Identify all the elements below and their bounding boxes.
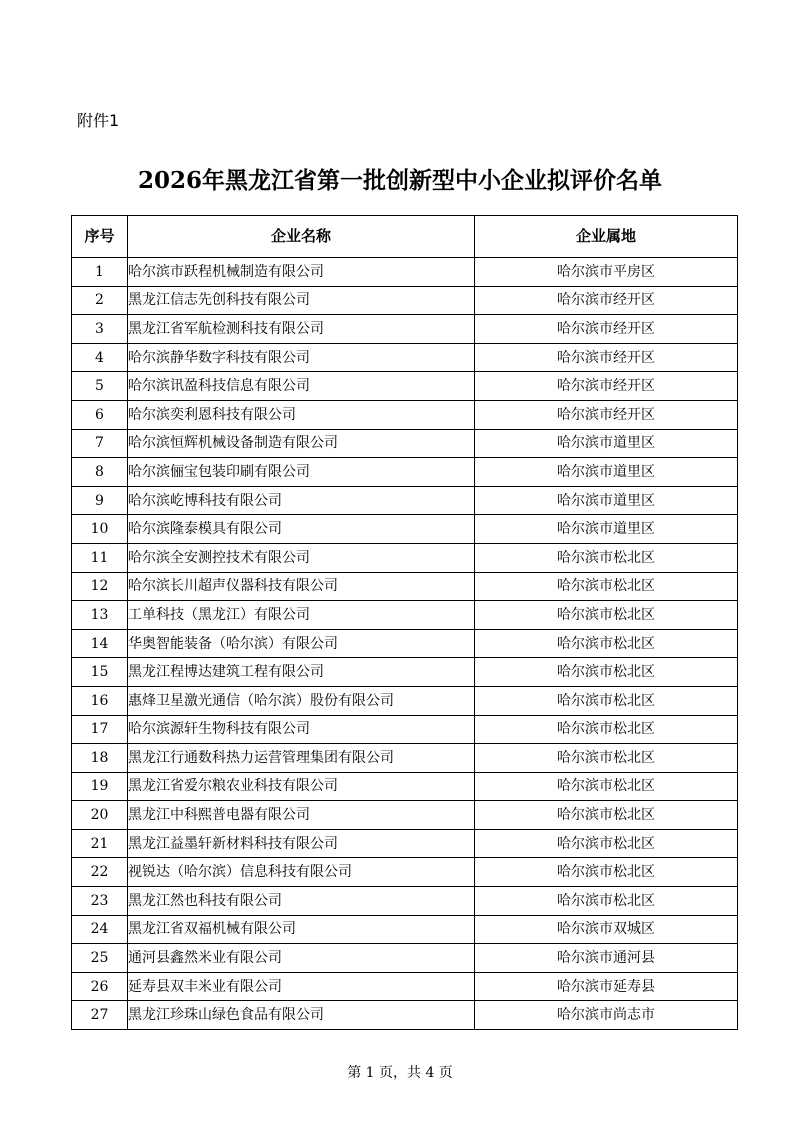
table-header-row: [72, 216, 738, 258]
row-enterprise-name: 哈尔滨全安测控技术有限公司: [128, 543, 475, 572]
row-location: 哈尔滨市道里区: [475, 515, 738, 544]
row-enterprise-name: 黑龙江信志先创科技有限公司: [128, 286, 475, 315]
row-serial: 17: [72, 715, 128, 744]
table-row: [72, 658, 738, 687]
table-row: [72, 944, 738, 973]
table-row: [72, 887, 738, 916]
row-enterprise-name: 哈尔滨奕利恩科技有限公司: [128, 400, 475, 429]
row-location: 哈尔滨市双城区: [475, 915, 738, 944]
row-enterprise-name: 黑龙江然也科技有限公司: [128, 887, 475, 916]
row-enterprise-name: 黑龙江省双福机械有限公司: [128, 915, 475, 944]
row-location: 哈尔滨市经开区: [475, 372, 738, 401]
row-serial: 5: [72, 372, 128, 401]
row-serial: 7: [72, 429, 128, 458]
row-location: 哈尔滨市经开区: [475, 286, 738, 315]
row-serial: 1: [72, 258, 128, 287]
row-serial: 23: [72, 887, 128, 916]
row-enterprise-name: 黑龙江行通数科热力运营管理集团有限公司: [128, 744, 475, 773]
table-row: [72, 515, 738, 544]
table-row: [72, 458, 738, 487]
row-serial: 19: [72, 772, 128, 801]
row-location: 哈尔滨市松北区: [475, 601, 738, 630]
row-enterprise-name: 哈尔滨俪宝包装印刷有限公司: [128, 458, 475, 487]
row-enterprise-name: 黑龙江益墨轩新材料科技有限公司: [128, 829, 475, 858]
row-serial: 6: [72, 400, 128, 429]
row-enterprise-name: 惠烽卫星激光通信（哈尔滨）股份有限公司: [128, 686, 475, 715]
table-row: [72, 572, 738, 601]
row-location: 哈尔滨市平房区: [475, 258, 738, 287]
row-serial: 13: [72, 601, 128, 630]
row-location: 哈尔滨市松北区: [475, 572, 738, 601]
row-serial: 26: [72, 972, 128, 1001]
row-enterprise-name: 黑龙江程博达建筑工程有限公司: [128, 658, 475, 687]
table-row: [72, 543, 738, 572]
row-serial: 24: [72, 915, 128, 944]
row-location: 哈尔滨市松北区: [475, 801, 738, 830]
row-enterprise-name: 黑龙江省军航检测科技有限公司: [128, 315, 475, 344]
table-row: [72, 286, 738, 315]
row-serial: 2: [72, 286, 128, 315]
row-location: 哈尔滨市道里区: [475, 458, 738, 487]
row-enterprise-name: 哈尔滨讯盈科技信息有限公司: [128, 372, 475, 401]
row-enterprise-name: 哈尔滨静华数字科技有限公司: [128, 343, 475, 372]
header-serial: 序号: [72, 216, 128, 258]
table-row: [72, 429, 738, 458]
row-location: 哈尔滨市道里区: [475, 486, 738, 515]
row-location: 哈尔滨市尚志市: [475, 1001, 738, 1030]
row-serial: 4: [72, 343, 128, 372]
row-serial: 16: [72, 686, 128, 715]
table-row: [72, 801, 738, 830]
table-row: [72, 486, 738, 515]
row-serial: 25: [72, 944, 128, 973]
row-location: 哈尔滨市经开区: [475, 400, 738, 429]
row-enterprise-name: 华奥智能装备（哈尔滨）有限公司: [128, 629, 475, 658]
row-enterprise-name: 哈尔滨恒辉机械设备制造有限公司: [128, 429, 475, 458]
page-footer: 第 1 页，共 4 页: [347, 1065, 453, 1081]
row-enterprise-name: 哈尔滨长川超声仪器科技有限公司: [128, 572, 475, 601]
row-location: 哈尔滨市松北区: [475, 686, 738, 715]
row-location: 哈尔滨市松北区: [475, 543, 738, 572]
row-enterprise-name: 黑龙江省爱尔粮农业科技有限公司: [128, 772, 475, 801]
row-enterprise-name: 视锐达（哈尔滨）信息科技有限公司: [128, 858, 475, 887]
row-serial: 15: [72, 658, 128, 687]
row-serial: 3: [72, 315, 128, 344]
table-row: [72, 744, 738, 773]
row-location: 哈尔滨市松北区: [475, 715, 738, 744]
row-enterprise-name: 哈尔滨屹博科技有限公司: [128, 486, 475, 515]
row-location: 哈尔滨市松北区: [475, 744, 738, 773]
row-location: 哈尔滨市通河县: [475, 944, 738, 973]
document-title: 2026年黑龙江省第一批创新型中小企业拟评价名单: [137, 167, 662, 194]
row-location: 哈尔滨市松北区: [475, 858, 738, 887]
row-serial: 11: [72, 543, 128, 572]
header-enterprise-name: 企业名称: [128, 216, 475, 258]
row-serial: 18: [72, 744, 128, 773]
row-location: 哈尔滨市延寿县: [475, 972, 738, 1001]
row-serial: 10: [72, 515, 128, 544]
table-row: [72, 372, 738, 401]
row-enterprise-name: 工单科技（黑龙江）有限公司: [128, 601, 475, 630]
row-serial: 22: [72, 858, 128, 887]
table-row: [72, 686, 738, 715]
row-serial: 21: [72, 829, 128, 858]
enterprise-table: [71, 215, 738, 1030]
row-enterprise-name: 哈尔滨市跃程机械制造有限公司: [128, 258, 475, 287]
row-location: 哈尔滨市道里区: [475, 429, 738, 458]
row-enterprise-name: 通河县鑫然米业有限公司: [128, 944, 475, 973]
row-serial: 9: [72, 486, 128, 515]
row-serial: 14: [72, 629, 128, 658]
table-row: [72, 343, 738, 372]
row-location: 哈尔滨市松北区: [475, 829, 738, 858]
table-row: [72, 258, 738, 287]
row-enterprise-name: 黑龙江中科熙普电器有限公司: [128, 801, 475, 830]
row-enterprise-name: 哈尔滨隆泰模具有限公司: [128, 515, 475, 544]
row-location: 哈尔滨市经开区: [475, 315, 738, 344]
table-row: [72, 772, 738, 801]
attachment-label: 附件1: [77, 111, 120, 130]
table-row: [72, 858, 738, 887]
row-enterprise-name: 延寿县双丰米业有限公司: [128, 972, 475, 1001]
table-row: [72, 972, 738, 1001]
table-row: [72, 400, 738, 429]
table-row: [72, 829, 738, 858]
row-enterprise-name: 黑龙江珍珠山绿色食品有限公司: [128, 1001, 475, 1030]
table-row: [72, 315, 738, 344]
table-row: [72, 1001, 738, 1030]
row-enterprise-name: 哈尔滨源轩生物科技有限公司: [128, 715, 475, 744]
row-location: 哈尔滨市松北区: [475, 887, 738, 916]
row-serial: 27: [72, 1001, 128, 1030]
row-serial: 12: [72, 572, 128, 601]
header-location: 企业属地: [475, 216, 738, 258]
table-row: [72, 601, 738, 630]
row-serial: 8: [72, 458, 128, 487]
row-location: 哈尔滨市经开区: [475, 343, 738, 372]
row-location: 哈尔滨市松北区: [475, 629, 738, 658]
row-serial: 20: [72, 801, 128, 830]
table-row: [72, 629, 738, 658]
row-location: 哈尔滨市松北区: [475, 772, 738, 801]
row-location: 哈尔滨市松北区: [475, 658, 738, 687]
table-row: [72, 715, 738, 744]
table-row: [72, 915, 738, 944]
